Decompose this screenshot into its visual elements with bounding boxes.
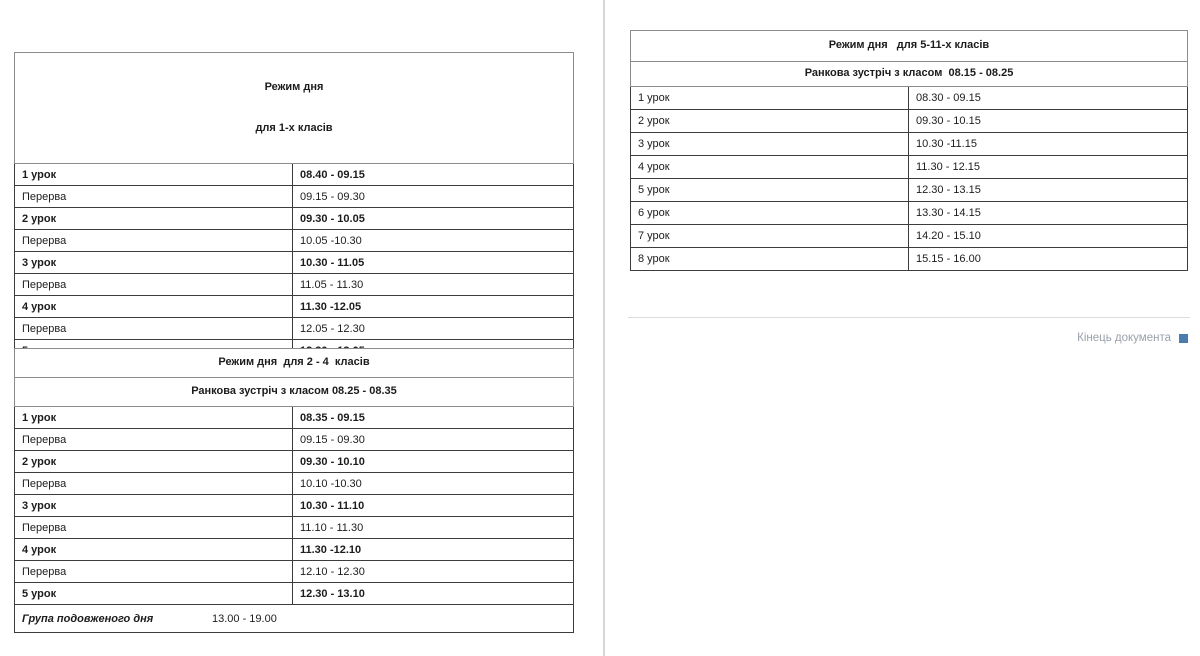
table-title: Режим дня для 2 - 4 класів <box>15 349 574 378</box>
lesson-time: 11.30 - 12.15 <box>909 156 1188 179</box>
table-row <box>15 296 574 318</box>
lesson-label: 4 урок <box>15 539 293 561</box>
table-row <box>15 429 574 451</box>
lesson-time: 10.30 - 11.05 <box>293 252 574 274</box>
table-subtitle-row <box>15 378 574 407</box>
lesson-time: 10.10 -10.30 <box>293 473 574 495</box>
table-row <box>631 225 1188 248</box>
lesson-time: 11.05 - 11.30 <box>293 274 574 296</box>
table-row <box>15 208 574 230</box>
schedule-table-grade-5-11 <box>630 30 1188 271</box>
lesson-label: 5 урок <box>631 179 909 202</box>
table-row <box>631 87 1188 110</box>
lesson-time: 12.05 - 12.30 <box>293 318 574 340</box>
lesson-time: 13.30 - 14.15 <box>909 202 1188 225</box>
extended-day-row <box>15 605 574 633</box>
lesson-label: 3 урок <box>15 252 293 274</box>
lesson-label: 8 урок <box>631 248 909 271</box>
table-row <box>15 539 574 561</box>
lesson-time: 11.30 -12.05 <box>293 296 574 318</box>
lesson-label: 3 урок <box>631 133 909 156</box>
lesson-time: 12.10 - 12.30 <box>293 561 574 583</box>
lesson-label: 2 урок <box>631 110 909 133</box>
lesson-time: 10.30 - 11.10 <box>293 495 574 517</box>
schedule-table-grade-2-4 <box>14 348 574 633</box>
lesson-time: 08.40 - 09.15 <box>293 164 574 186</box>
table-row <box>15 186 574 208</box>
lesson-label: Перерва <box>15 517 293 539</box>
table-row <box>15 164 574 186</box>
lesson-time: 08.30 - 09.15 <box>909 87 1188 110</box>
table-row <box>15 318 574 340</box>
lesson-label: 1 урок <box>15 164 293 186</box>
extended-day-cell <box>15 605 574 633</box>
lesson-label: 7 урок <box>631 225 909 248</box>
lesson-time: 12.30 - 13.10 <box>293 583 574 605</box>
table-title-row <box>15 349 574 378</box>
table-row <box>15 561 574 583</box>
lesson-label: 3 урок <box>15 495 293 517</box>
lesson-label: 5 урок <box>15 583 293 605</box>
table-title-line2: для 1-х класів <box>255 121 333 134</box>
lesson-label: 1 урок <box>15 407 293 429</box>
lesson-time: 11.30 -12.10 <box>293 539 574 561</box>
lesson-time: 09.30 - 10.10 <box>293 451 574 473</box>
lesson-time: 09.30 - 10.05 <box>293 208 574 230</box>
lesson-label: 4 урок <box>631 156 909 179</box>
lesson-label: Перерва <box>15 230 293 252</box>
lesson-label: 6 урок <box>631 202 909 225</box>
lesson-time: 09.15 - 09.30 <box>293 186 574 208</box>
table-row <box>631 133 1188 156</box>
lesson-time: 08.35 - 09.15 <box>293 407 574 429</box>
table-row <box>15 517 574 539</box>
table-title: Режим дня для 5-11-х класів <box>631 31 1188 62</box>
table-row <box>631 248 1188 271</box>
table-row <box>15 274 574 296</box>
table-row <box>15 583 574 605</box>
end-of-document-label: Кінець документа <box>1077 332 1171 344</box>
lesson-label: Перерва <box>15 473 293 495</box>
table-subtitle-row <box>631 62 1188 87</box>
section-divider-line <box>628 317 1190 318</box>
lesson-time: 09.30 - 10.15 <box>909 110 1188 133</box>
table-row <box>15 230 574 252</box>
lesson-time: 15.15 - 16.00 <box>909 248 1188 271</box>
lesson-label: Перерва <box>15 429 293 451</box>
table-title-row <box>631 31 1188 62</box>
page-gutter-divider <box>603 0 605 656</box>
schedule-table-grade-1 <box>14 52 574 390</box>
lesson-time: 12.30 - 13.15 <box>909 179 1188 202</box>
table-subtitle: Ранкова зустріч з класом 08.15 - 08.25 <box>631 62 1188 87</box>
lesson-time: 14.20 - 15.10 <box>909 225 1188 248</box>
lesson-label: 2 урок <box>15 208 293 230</box>
table-row <box>15 407 574 429</box>
end-of-document-marker-icon <box>1179 334 1188 343</box>
lesson-label: 1 урок <box>631 87 909 110</box>
table-subtitle: Ранкова зустріч з класом 08.25 - 08.35 <box>15 378 574 407</box>
table-row <box>15 495 574 517</box>
table-row <box>631 110 1188 133</box>
extended-day-time: 13.00 - 19.00 <box>212 612 277 625</box>
lesson-time: 09.15 - 09.30 <box>293 429 574 451</box>
table-row <box>631 179 1188 202</box>
table-row <box>15 252 574 274</box>
lesson-label: 2 урок <box>15 451 293 473</box>
lesson-time: 11.10 - 11.30 <box>293 517 574 539</box>
lesson-label: Перерва <box>15 186 293 208</box>
end-of-document-note <box>1077 332 1188 344</box>
table-row <box>15 473 574 495</box>
table-row <box>631 156 1188 179</box>
lesson-time: 10.30 -11.15 <box>909 133 1188 156</box>
lesson-label: Перерва <box>15 318 293 340</box>
table-row <box>15 451 574 473</box>
table-row <box>631 202 1188 225</box>
lesson-label: Перерва <box>15 561 293 583</box>
extended-day-label: Група подовженого дня <box>22 612 154 625</box>
lesson-time: 10.05 -10.30 <box>293 230 574 252</box>
table-title-line1: Режим дня <box>264 80 324 93</box>
lesson-label: 4 урок <box>15 296 293 318</box>
lesson-label: Перерва <box>15 274 293 296</box>
table-title <box>15 53 574 164</box>
table-title-row <box>15 53 574 164</box>
